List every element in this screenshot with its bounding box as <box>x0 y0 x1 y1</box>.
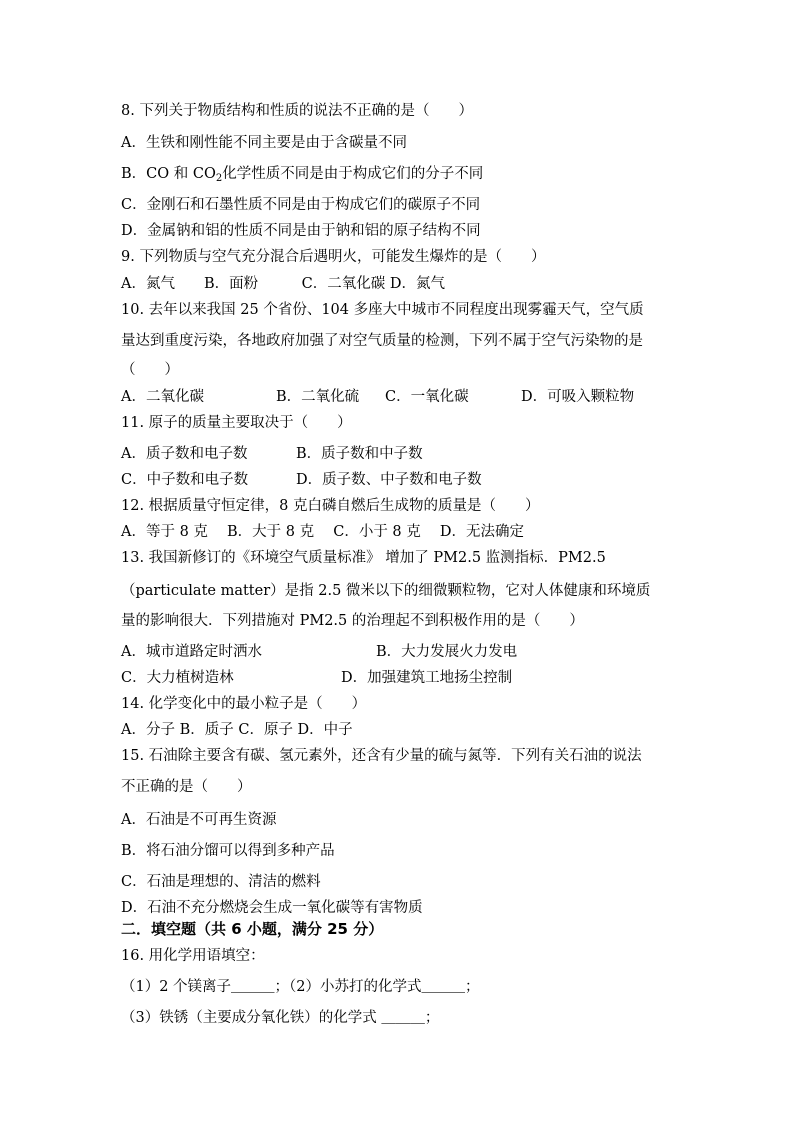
q13-line-1: 13. 我国新修订的《环境空气质量标准》 增加了 PM2.5 监测指标．PM2.5 <box>121 550 606 566</box>
q15-option-c: C．石油是理想的、清洁的燃料 <box>121 874 321 890</box>
q10-option-c: C．一氧化碳 <box>385 389 469 405</box>
q10-option-a: A．二氧化碳 <box>121 389 204 405</box>
q13-line-2: （particulate matter）是指 2.5 微米以下的细微颗粒物，它对人体健康和环境质 <box>121 583 651 599</box>
q16-line-1: （1）2 个镁离子＿＿＿；（2）小苏打的化学式＿＿＿； <box>121 979 480 995</box>
q13-option-a: A．城市道路定时洒水 <box>121 644 262 660</box>
q10-option-d: D．可吸入颗粒物 <box>521 389 635 405</box>
q8-option-b <box>121 167 483 182</box>
q16-stem: 16. 用化学用语填空： <box>121 948 265 964</box>
q15-line-2: 不正确的是（ ） <box>121 779 252 795</box>
q9-options: A．氮气 B．面粉 C．二氧化碳 D．氮气 <box>121 276 445 292</box>
q8-stem: 8. 下列关于物质结构和性质的说法不正确的是（ ） <box>121 103 473 119</box>
q10-line-2: 量达到重度污染，各地政府加强了对空气质量的检测，下列不属于空气污染物的是 <box>121 333 643 349</box>
q9-stem: 9. 下列物质与空气充分混合后遇明火，可能发生爆炸的是（ ） <box>121 249 546 265</box>
q11-option-a: A．质子数和电子数 <box>121 446 248 462</box>
q11-option-c: C．中子数和电子数 <box>121 472 249 488</box>
q8-option-c: C．金刚石和石墨性质不同是由于构成它们的碳原子不同 <box>121 197 481 213</box>
q10-line-1: 10. 去年以来我国 25 个省份、104 多座大中城市不同程度出现雾霾天气，空气质 <box>121 302 644 318</box>
q10-option-b: B．二氧化硫 <box>276 389 360 405</box>
q10-line-3: （ ） <box>121 362 179 378</box>
q13-option-b: B．大力发展火力发电 <box>376 644 518 660</box>
q8-option-b-subscript: 2 <box>215 173 223 184</box>
q13-option-d: D．加强建筑工地扬尘控制 <box>341 670 513 686</box>
q8-option-d: D．金属钠和铝的性质不同是由于钠和铝的原子结构不同 <box>121 223 481 239</box>
q15-option-b: B．将石油分馏可以得到多种产品 <box>121 843 335 859</box>
q14-stem: 14. 化学变化中的最小粒子是（ ） <box>121 696 367 712</box>
q8-option-b-post: 化学性质不同是由于构成它们的分子不同 <box>222 166 484 182</box>
q11-option-b: B．质子数和中子数 <box>296 446 423 462</box>
q11-option-d: D．质子数、中子数和电子数 <box>296 472 482 488</box>
q12-options: A．等于 8 克 B．大于 8 克 C．小于 8 克 D．无法确定 <box>121 524 525 540</box>
q11-stem: 11. 原子的质量主要取决于（ ） <box>121 415 352 431</box>
section-2-heading: 二．填空题（共 6 小题，满分 25 分） <box>121 920 384 938</box>
q15-option-a: A．石油是不可再生资源 <box>121 812 277 828</box>
q13-line-3: 量的影响很大．下列措施对 PM2.5 的治理起不到积极作用的是（ ） <box>121 613 584 629</box>
q15-line-1: 15. 石油除主要含有碳、氢元素外，还含有少量的硫与氮等．下列有关石油的说法 <box>121 748 642 764</box>
q16-line-2: （3）铁锈（主要成分氧化铁）的化学式 ＿＿＿； <box>121 1010 440 1026</box>
q13-option-c: C．大力植树造林 <box>121 670 234 686</box>
q8-option-a: A．生铁和刚性能不同主要是由于含碳量不同 <box>121 135 407 151</box>
q14-options: A．分子 B．质子 C．原子 D．中子 <box>121 722 353 738</box>
q8-option-b-pre: B．CO 和 CO <box>121 166 216 182</box>
q12-stem: 12. 根据质量守恒定律，8 克白磷自燃后生成物的质量是（ ） <box>121 498 540 514</box>
q15-option-d: D．石油不充分燃烧会生成一氧化碳等有害物质 <box>121 900 423 916</box>
